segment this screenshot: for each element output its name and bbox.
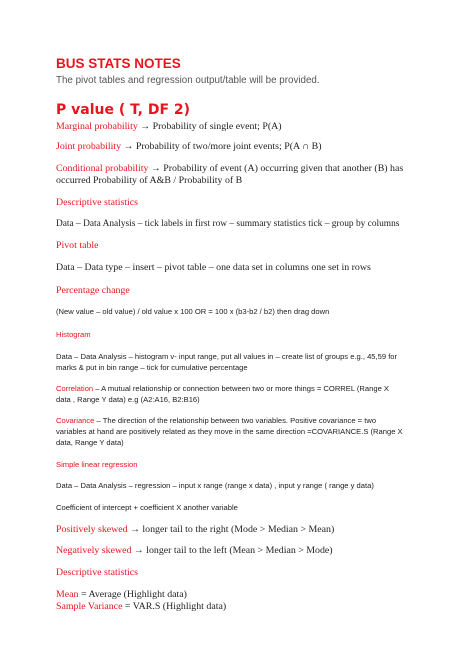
covariance-line-2: variables at hand are positively related as they move in the same direction =COVARIANCE.S (Range X xyxy=(56,427,403,436)
page-subtitle: The pivot tables and regression output/table will be provided. xyxy=(56,75,320,86)
conditional-probability-line-1 xyxy=(56,163,424,175)
marginal-probability-term: Marginal probability xyxy=(56,121,138,132)
marginal-probability-line xyxy=(56,121,424,133)
sample-variance-text: = VAR.S (Highlight data) xyxy=(122,601,227,612)
section-heading-p-value: P value ( T, DF 2) xyxy=(56,102,191,118)
mean-term: Mean xyxy=(56,589,79,600)
positively-skewed-term: Positively skewed xyxy=(56,524,128,535)
joint-probability-term: Joint probability xyxy=(56,141,122,152)
positively-skewed-line xyxy=(56,524,424,536)
conditional-probability-text-1: → Probability of event (A) occurring given that another (B) has xyxy=(148,163,404,174)
correlation-line-1 xyxy=(56,383,424,394)
simple-linear-regression-heading: Simple linear regression xyxy=(56,460,138,469)
positively-skewed-text: → longer tail to the right (Mode > Median > Mean) xyxy=(127,524,335,535)
conditional-probability-term: Conditional probability xyxy=(56,163,149,174)
negatively-skewed-term: Negatively skewed xyxy=(56,545,132,556)
joint-probability-text: → Probability of two/more joint events; P(A ∩ B) xyxy=(121,141,322,152)
descriptive-statistics-heading: Descriptive statistics xyxy=(56,197,138,208)
sample-variance-line xyxy=(56,601,424,613)
joint-probability-line xyxy=(56,141,424,153)
percentage-change-heading: Percentage change xyxy=(56,285,130,296)
correlation-line-2: data , Range Y data) e.g (A2:A16, B2:B16) xyxy=(56,395,200,404)
covariance-text-1: – The direction of the relationship between two variables. Positive covariance = two xyxy=(94,416,377,425)
descriptive-data-analysis-text: Data – Data Analysis – tick labels in first row – summary statistics tick – group by columns xyxy=(56,219,400,229)
descriptive-statistics-heading-2: Descriptive statistics xyxy=(56,567,138,578)
sample-variance-term: Sample Variance xyxy=(56,601,123,612)
mean-text: = Average (Highlight data) xyxy=(78,589,187,600)
simple-linear-regression-text: Data – Data Analysis – regression – input x range (range x data) , input y range ( range y data) xyxy=(56,481,374,490)
percentage-change-text: (New value – old value) / old value x 100 OR = 100 x (b3-b2 / b2) then drag down xyxy=(56,307,330,316)
negatively-skewed-line xyxy=(56,545,424,557)
marginal-probability-text: → Probability of single event; P(A) xyxy=(137,121,282,132)
negatively-skewed-text: → longer tail to the left (Mean > Median > Mode) xyxy=(131,545,333,556)
covariance-line-3: data, Range Y data) xyxy=(56,438,124,447)
histogram-heading: Histogram xyxy=(56,330,91,339)
page-title: BUS STATS NOTES xyxy=(56,56,181,71)
histogram-text-2: marks & put in bin range – tick for cumulative percentage xyxy=(56,363,248,372)
pivot-table-text: Data – Data type – insert – pivot table – one data set in columns one set in rows xyxy=(56,262,371,273)
mean-line xyxy=(56,589,424,601)
covariance-line-1 xyxy=(56,415,424,426)
histogram-text-1: Data – Data Analysis – histogram v- input range, put all values in – create list of groups e.g., 45,59 for xyxy=(56,352,398,361)
pivot-table-heading: Pivot table xyxy=(56,240,99,251)
correlation-term: Correlation xyxy=(56,384,94,393)
coefficient-text: Coefficient of intercept + coefficient X another variable xyxy=(56,503,238,512)
correlation-text-1: – A mutual relationship or connection between two or more things = CORREL (Range X xyxy=(93,384,389,393)
covariance-term: Covariance xyxy=(56,416,95,425)
conditional-probability-line-2: occurred Probability of A&B / Probability of B xyxy=(56,175,243,186)
